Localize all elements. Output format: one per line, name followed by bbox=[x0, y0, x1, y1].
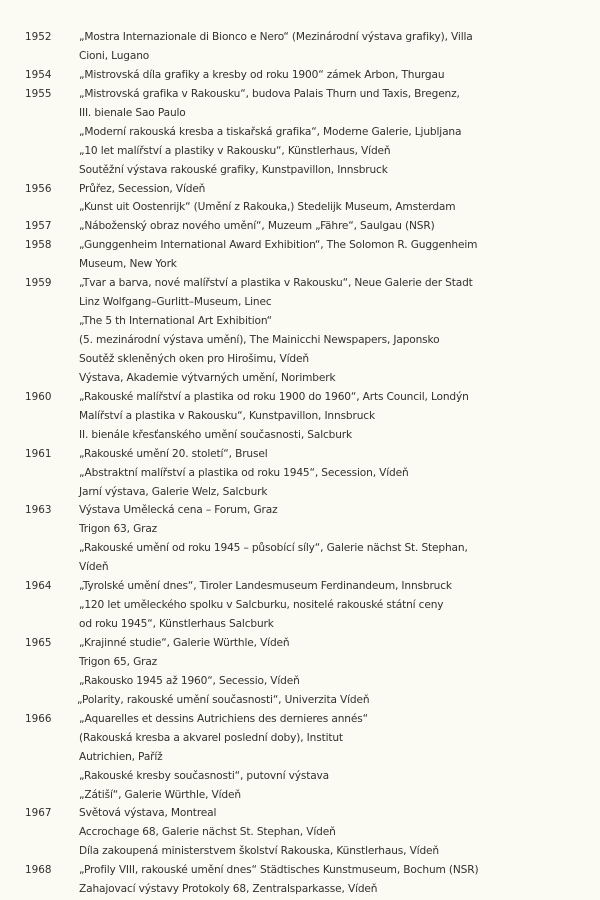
exhibition-description: Autrichien, Paříž bbox=[79, 750, 163, 763]
exhibition-entry bbox=[0, 823, 600, 842]
exhibition-description: Zahajovací výstavy Protokoly 68, Zentralsparkasse, Vídeň bbox=[79, 883, 378, 896]
exhibition-year: 1963 bbox=[25, 504, 52, 517]
exhibition-year: 1960 bbox=[25, 390, 52, 403]
exhibition-description: „Moderní rakouská kresba a tiskařská grafika“, Moderne Galerie, Ljubljana bbox=[79, 125, 462, 138]
exhibition-entry bbox=[0, 236, 600, 255]
exhibition-description: „Rakousko 1945 až 1960“, Secessio, Vídeň bbox=[79, 674, 300, 687]
exhibition-entry bbox=[0, 842, 600, 861]
exhibition-description: III. bienale Sao Paulo bbox=[79, 106, 186, 119]
exhibition-entry bbox=[0, 28, 600, 47]
exhibition-entry bbox=[0, 729, 600, 748]
exhibition-year: 1966 bbox=[25, 712, 52, 725]
exhibition-entry bbox=[0, 539, 600, 558]
exhibition-entry bbox=[0, 198, 600, 217]
exhibition-description: „Aquarelles et dessins Autrichiens des dernieres annés“ bbox=[79, 712, 368, 725]
exhibition-description: „Polarity, rakouské umění současnosti“, Univerzita Vídeň bbox=[77, 693, 370, 706]
exhibition-entry bbox=[0, 653, 600, 672]
exhibition-entry bbox=[0, 312, 600, 331]
exhibition-description: Výstava Umělecká cena – Forum, Graz bbox=[79, 504, 278, 517]
exhibition-entry bbox=[0, 123, 600, 142]
exhibition-entry bbox=[0, 66, 600, 85]
exhibition-entry bbox=[0, 47, 600, 66]
exhibition-description: Trigon 65, Graz bbox=[79, 655, 158, 668]
exhibition-description: Soutěž skleněných oken pro Hirošimu, Vídeň bbox=[79, 352, 309, 365]
exhibition-year: 1952 bbox=[25, 31, 52, 43]
exhibition-entry bbox=[0, 880, 600, 899]
exhibition-entry bbox=[0, 786, 600, 805]
exhibition-description: Museum, New York bbox=[79, 258, 177, 271]
exhibition-entry bbox=[0, 350, 600, 369]
exhibition-description: Cioni, Lugano bbox=[79, 49, 150, 62]
exhibition-description: „Profily VIII, rakouské umění dnes“ Städtisches Kunstmuseum, Bochum (NSR) bbox=[79, 864, 479, 877]
exhibition-description: „The 5 th International Art Exhibition“ bbox=[79, 315, 272, 328]
exhibition-entry bbox=[0, 804, 600, 823]
exhibition-description: „Mostra Internazionale di Bionco e Nero“ (Mezinárodní výstava grafiky), Villa bbox=[79, 31, 473, 43]
exhibition-description: „Gunggenheim International Award Exhibition“, The Solomon R. Guggenheim bbox=[79, 239, 478, 252]
exhibition-entry bbox=[0, 634, 600, 653]
exhibition-entry bbox=[0, 672, 600, 691]
exhibition-entry bbox=[0, 767, 600, 786]
exhibition-entry bbox=[0, 142, 600, 161]
exhibition-year: 1967 bbox=[25, 807, 52, 820]
exhibition-entry bbox=[0, 331, 600, 350]
exhibition-entry bbox=[0, 501, 600, 520]
exhibition-entry bbox=[0, 520, 600, 539]
exhibition-description: Výstava, Akademie výtvarných umění, Norimberk bbox=[79, 371, 336, 384]
exhibition-entry bbox=[0, 615, 600, 634]
exhibition-entry bbox=[0, 691, 600, 710]
exhibition-description: Soutěžní výstava rakouské grafiky, Kunstpavillon, Innsbruck bbox=[79, 163, 388, 176]
exhibition-description: Díla zakoupená ministerstvem školství Rakouska, Künstlerhaus, Vídeň bbox=[79, 845, 439, 858]
exhibition-description: „Tvar a barva, nové malířství a plastika v Rakousku“, Neue Galerie der Stadt bbox=[79, 277, 473, 290]
exhibition-entry bbox=[0, 710, 600, 729]
exhibition-description: „Tyrolské umění dnes“, Tiroler Landesmuseum Ferdinandeum, Innsbruck bbox=[79, 580, 452, 593]
exhibition-description: „Kunst uit Oostenrijk“ (Umění z Rakouka,) Stedelijk Museum, Amsterdam bbox=[79, 201, 456, 214]
exhibition-entry bbox=[0, 369, 600, 388]
exhibition-description: Malířství a plastika v Rakousku“, Kunstpavillon, Innsbruck bbox=[79, 409, 375, 422]
exhibition-entry bbox=[0, 104, 600, 123]
exhibition-description: „Rakouské malířství a plastika od roku 1900 do 1960“, Arts Council, Londýn bbox=[79, 390, 469, 403]
exhibition-description: „Mistrovská díla grafiky a kresby od roku 1900“ zámek Arbon, Thurgau bbox=[79, 68, 445, 81]
exhibition-description: „Rakouské kresby současnosti“, putovní výstava bbox=[79, 769, 330, 782]
exhibition-description: „Abstraktní malířství a plastika od roku 1945“, Secession, Vídeň bbox=[79, 466, 409, 479]
exhibition-description: „Rakouské umění 20. století“, Brusel bbox=[79, 447, 268, 460]
exhibition-entry bbox=[0, 861, 600, 880]
exhibition-entry bbox=[0, 596, 600, 615]
exhibition-entry bbox=[0, 577, 600, 596]
exhibition-entry bbox=[0, 748, 600, 767]
exhibition-entry bbox=[0, 464, 600, 483]
exhibition-entry bbox=[0, 217, 600, 236]
exhibition-entry bbox=[0, 445, 600, 464]
exhibition-description: (5. mezinárodní výstava umění), The Mainicchi Newspapers, Japonsko bbox=[79, 334, 440, 346]
exhibition-year: 1957 bbox=[25, 220, 52, 233]
exhibition-description: „10 let malířství a plastiky v Rakousku“, Künstlerhaus, Vídeň bbox=[79, 144, 391, 157]
exhibition-year: 1965 bbox=[25, 637, 52, 649]
exhibition-entry bbox=[0, 293, 600, 312]
exhibition-description: Trigon 63, Graz bbox=[79, 523, 158, 536]
exhibition-description: II. bienále křesťanského umění současnosti, Salcburk bbox=[79, 428, 353, 441]
exhibition-description: Průřez, Secession, Vídeň bbox=[79, 182, 206, 195]
exhibition-year: 1954 bbox=[25, 68, 52, 81]
exhibition-entry bbox=[0, 85, 600, 104]
exhibition-year: 1955 bbox=[25, 87, 52, 100]
exhibition-entry bbox=[0, 255, 600, 274]
exhibition-description: „Mistrovská grafika v Rakousku“, budova Palais Thurn und Taxis, Bregenz, bbox=[79, 87, 460, 100]
exhibition-entry bbox=[0, 483, 600, 502]
exhibition-entry bbox=[0, 161, 600, 180]
exhibition-entry bbox=[0, 426, 600, 445]
exhibition-description: od roku 1945“, Künstlerhaus Salcburk bbox=[79, 618, 274, 631]
exhibition-entry bbox=[0, 388, 600, 407]
exhibition-entry bbox=[0, 180, 600, 199]
exhibition-description: „Zátiší“, Galerie Würthle, Vídeň bbox=[79, 788, 241, 801]
exhibition-description: (Rakouská kresba a akvarel poslední doby), Institut bbox=[79, 731, 343, 744]
exhibition-year: 1959 bbox=[25, 277, 52, 290]
exhibition-description: „120 let uměleckého spolku v Salcburku, nositelé rakouské státní ceny bbox=[79, 599, 444, 612]
exhibition-entry bbox=[0, 558, 600, 577]
exhibition-entry bbox=[0, 407, 600, 426]
exhibition-year: 1958 bbox=[25, 239, 52, 252]
exhibition-description: Vídeň bbox=[79, 561, 109, 574]
exhibition-description: Světová výstava, Montreal bbox=[79, 807, 217, 820]
exhibition-description: „Krajinné studie“, Galerie Würthle, Vídeň bbox=[79, 637, 290, 649]
exhibition-list bbox=[0, 28, 600, 899]
exhibition-description: „Rakouské umění od roku 1945 – působící síly“, Galerie nächst St. Stephan, bbox=[79, 542, 468, 555]
exhibition-description: Linz Wolfgang–Gurlitt–Museum, Linec bbox=[79, 296, 272, 309]
exhibition-description: Accrochage 68, Galerie nächst St. Stephan, Vídeň bbox=[79, 826, 336, 839]
exhibition-entry bbox=[0, 274, 600, 293]
exhibition-year: 1968 bbox=[25, 864, 52, 877]
exhibition-year: 1964 bbox=[25, 580, 52, 593]
exhibition-year: 1961 bbox=[25, 447, 52, 460]
exhibition-description: Jarní výstava, Galerie Welz, Salcburk bbox=[79, 485, 268, 498]
exhibition-description: „Náboženský obraz nového umění“, Muzeum „Fähre“, Saulgau (NSR) bbox=[79, 220, 435, 233]
exhibition-year: 1956 bbox=[25, 182, 52, 195]
